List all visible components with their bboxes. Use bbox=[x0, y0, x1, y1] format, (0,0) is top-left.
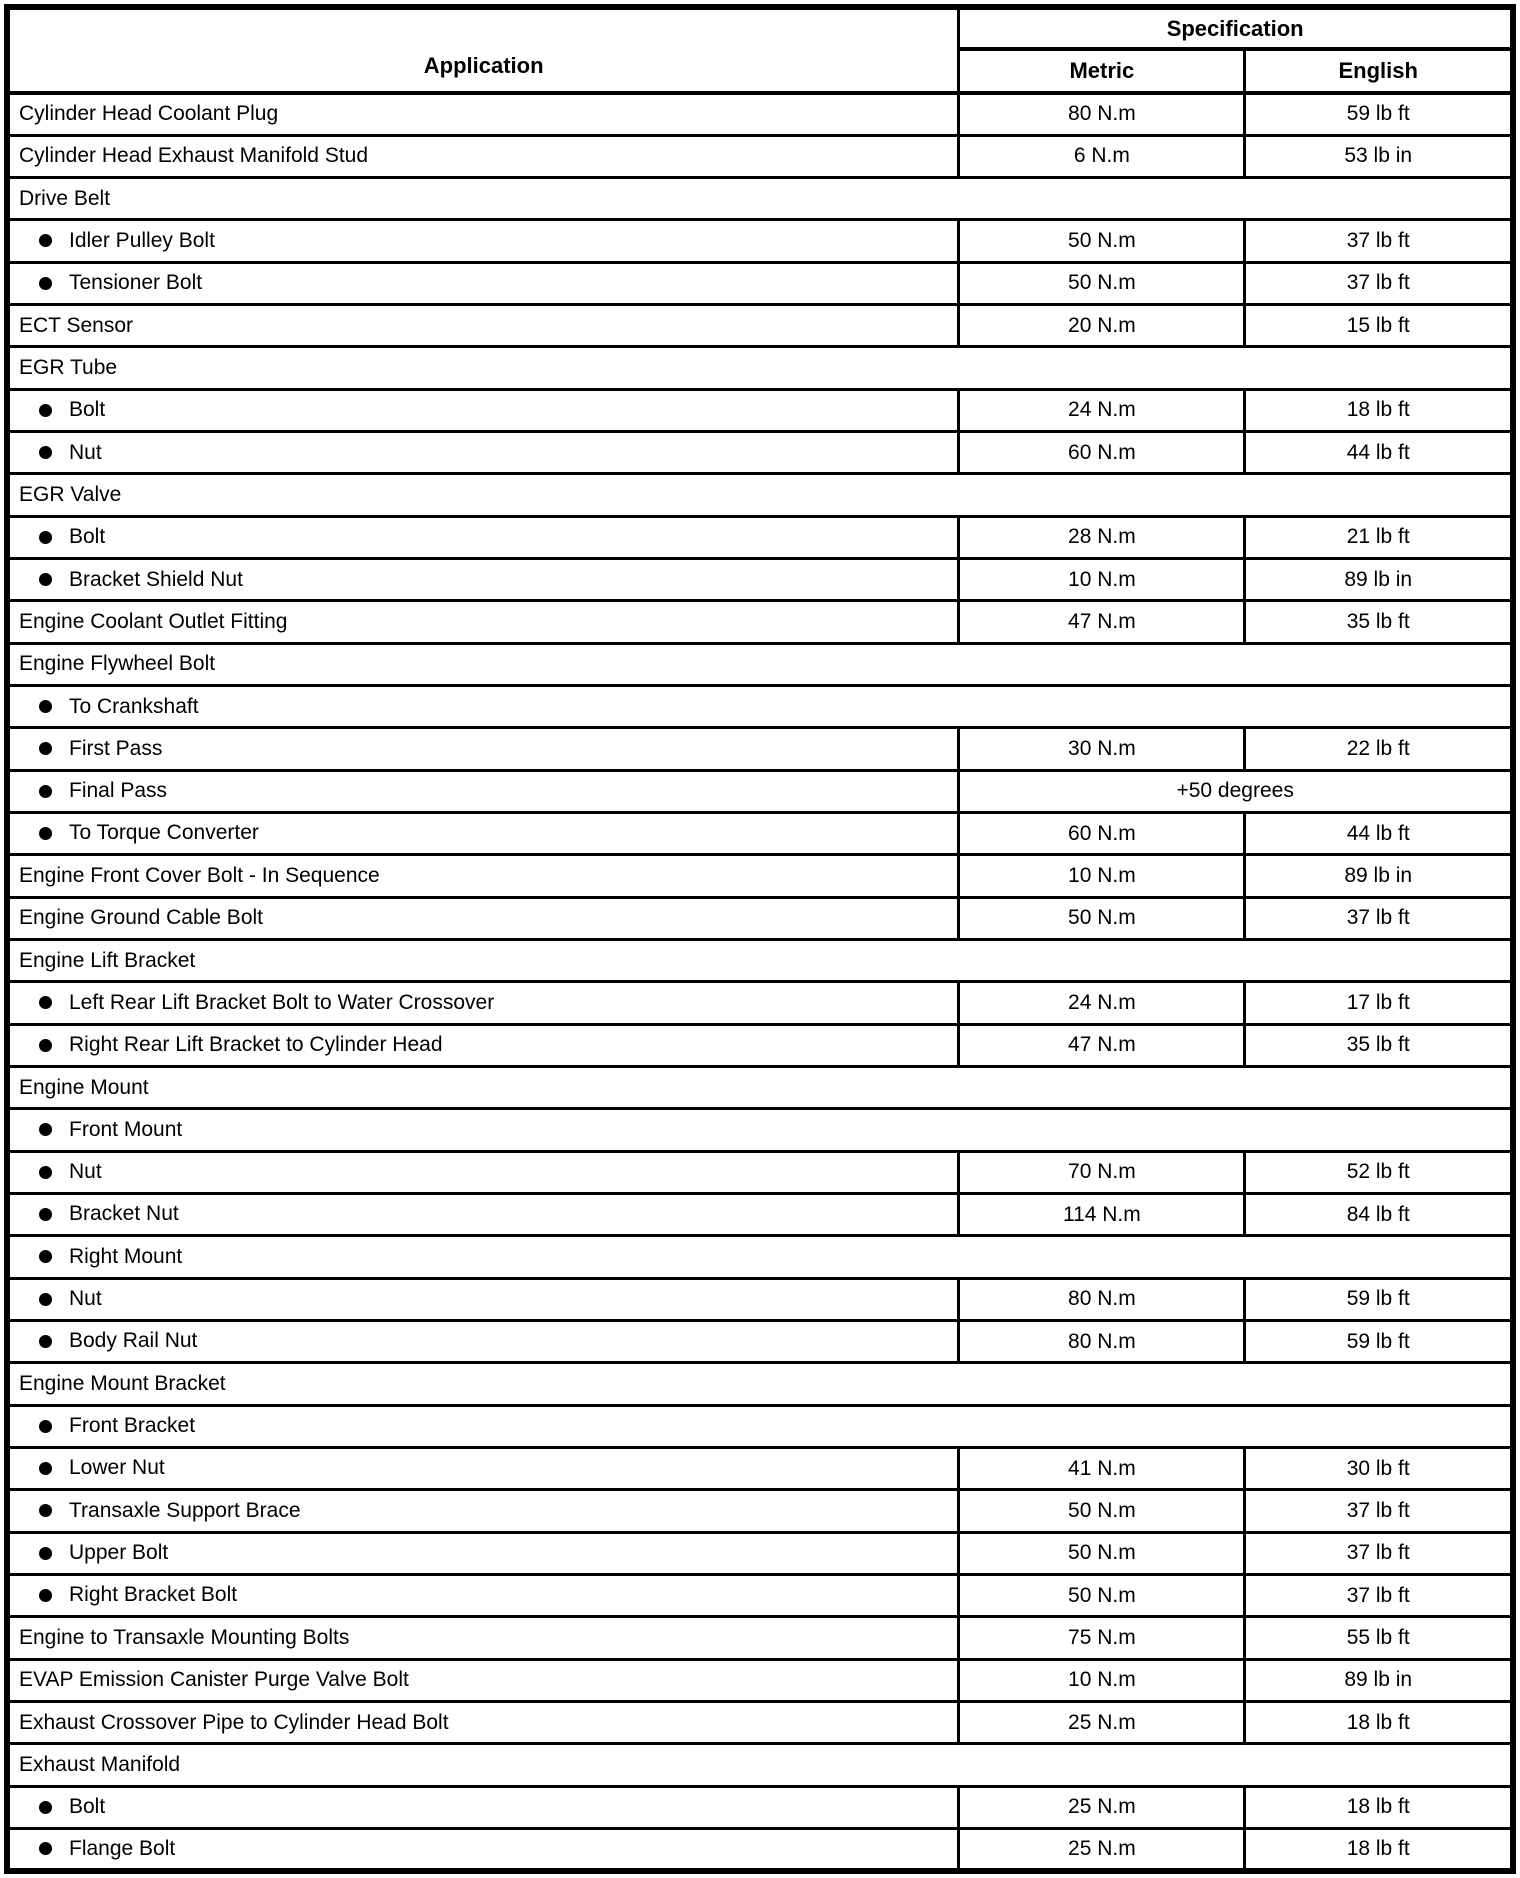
bullet-icon bbox=[39, 1293, 52, 1306]
bullet-list-entry bbox=[19, 1160, 102, 1184]
bullet-list-entry bbox=[19, 1583, 237, 1607]
application-cell bbox=[7, 516, 959, 558]
table-row bbox=[7, 178, 1513, 220]
metric-cell: 60 N.m bbox=[959, 432, 1245, 474]
table-row bbox=[7, 262, 1513, 304]
bullet-icon bbox=[39, 1801, 52, 1814]
english-cell: 44 lb ft bbox=[1245, 432, 1513, 474]
application-label: Nut bbox=[69, 440, 102, 464]
bullet-list-entry bbox=[19, 1414, 195, 1438]
english-cell: 52 lb ft bbox=[1245, 1151, 1513, 1193]
table-row bbox=[7, 1321, 1513, 1363]
english-cell: 35 lb ft bbox=[1245, 1024, 1513, 1066]
english-cell: 37 lb ft bbox=[1245, 220, 1513, 262]
bullet-icon bbox=[39, 700, 52, 713]
application-label: Bolt bbox=[69, 525, 106, 549]
table-row bbox=[7, 643, 1513, 685]
metric-cell: 114 N.m bbox=[959, 1194, 1245, 1236]
english-cell: 53 lb in bbox=[1245, 135, 1513, 177]
table-body bbox=[7, 93, 1513, 1871]
bullet-list-entry bbox=[19, 737, 162, 761]
table-row bbox=[7, 474, 1513, 516]
application-label: Transaxle Support Brace bbox=[69, 1498, 301, 1522]
application-cell bbox=[7, 220, 959, 262]
english-cell: 59 lb ft bbox=[1245, 1278, 1513, 1320]
table-row bbox=[7, 982, 1513, 1024]
table-row bbox=[7, 686, 1513, 728]
application-cell: Drive Belt bbox=[7, 178, 1513, 220]
metric-cell: 50 N.m bbox=[959, 1574, 1245, 1616]
header-row-specification bbox=[7, 7, 1513, 49]
application-label: Bracket Nut bbox=[69, 1202, 179, 1226]
table-row bbox=[7, 1744, 1513, 1786]
table-row bbox=[7, 1617, 1513, 1659]
english-cell: 37 lb ft bbox=[1245, 1574, 1513, 1616]
application-label: Right Bracket Bolt bbox=[69, 1583, 238, 1607]
application-cell: Engine Ground Cable Bolt bbox=[7, 897, 959, 939]
bullet-list-entry bbox=[19, 1033, 443, 1057]
application-cell bbox=[7, 1786, 959, 1828]
metric-cell: 70 N.m bbox=[959, 1151, 1245, 1193]
application-label: Lower Nut bbox=[69, 1456, 165, 1480]
application-cell: EGR Valve bbox=[7, 474, 1513, 516]
metric-cell: 47 N.m bbox=[959, 601, 1245, 643]
bullet-list-entry bbox=[19, 1837, 175, 1861]
bullet-list-entry bbox=[19, 271, 202, 295]
bullet-icon bbox=[39, 1842, 52, 1855]
english-cell: 35 lb ft bbox=[1245, 601, 1513, 643]
application-cell bbox=[7, 1321, 959, 1363]
bullet-list-entry bbox=[19, 991, 494, 1015]
metric-cell: 50 N.m bbox=[959, 1532, 1245, 1574]
english-cell: 21 lb ft bbox=[1245, 516, 1513, 558]
application-label: First Pass bbox=[69, 736, 163, 760]
application-cell: Engine Flywheel Bolt bbox=[7, 643, 1513, 685]
english-cell: 30 lb ft bbox=[1245, 1448, 1513, 1490]
application-cell bbox=[7, 686, 1513, 728]
bullet-icon bbox=[39, 573, 52, 586]
english-cell: 59 lb ft bbox=[1245, 1321, 1513, 1363]
table-row bbox=[7, 1405, 1513, 1447]
metric-cell: 25 N.m bbox=[959, 1701, 1245, 1743]
application-cell: Engine Lift Bracket bbox=[7, 940, 1513, 982]
application-cell bbox=[7, 1574, 959, 1616]
bullet-icon bbox=[39, 1123, 52, 1136]
bullet-list-entry bbox=[19, 1541, 168, 1565]
metric-cell: 47 N.m bbox=[959, 1024, 1245, 1066]
table-row bbox=[7, 516, 1513, 558]
bullet-icon bbox=[39, 1208, 52, 1221]
english-cell: 37 lb ft bbox=[1245, 262, 1513, 304]
table-row bbox=[7, 897, 1513, 939]
english-cell: 37 lb ft bbox=[1245, 897, 1513, 939]
metric-cell: 24 N.m bbox=[959, 389, 1245, 431]
table-row bbox=[7, 855, 1513, 897]
bullet-icon bbox=[39, 1166, 52, 1179]
application-cell bbox=[7, 1024, 959, 1066]
bullet-icon bbox=[39, 277, 52, 290]
english-header: English bbox=[1245, 49, 1513, 93]
english-cell: 15 lb ft bbox=[1245, 305, 1513, 347]
table-row bbox=[7, 770, 1513, 812]
application-label: Bolt bbox=[69, 1795, 106, 1819]
application-cell bbox=[7, 1278, 959, 1320]
bullet-icon bbox=[39, 404, 52, 417]
application-cell: Engine Front Cover Bolt - In Sequence bbox=[7, 855, 959, 897]
application-label: To Crankshaft bbox=[69, 694, 199, 718]
application-cell bbox=[7, 1532, 959, 1574]
english-cell: 37 lb ft bbox=[1245, 1532, 1513, 1574]
bullet-icon bbox=[39, 1547, 52, 1560]
table-row bbox=[7, 1574, 1513, 1616]
bullet-list-entry bbox=[19, 441, 102, 465]
application-cell: Engine to Transaxle Mounting Bolts bbox=[7, 1617, 959, 1659]
table-row bbox=[7, 1109, 1513, 1151]
application-label: Idler Pulley Bolt bbox=[69, 228, 215, 252]
table-row bbox=[7, 305, 1513, 347]
metric-cell: 10 N.m bbox=[959, 855, 1245, 897]
metric-cell: 50 N.m bbox=[959, 262, 1245, 304]
application-label: Bracket Shield Nut bbox=[69, 567, 243, 591]
application-cell bbox=[7, 1194, 959, 1236]
table-row bbox=[7, 1448, 1513, 1490]
application-cell: Exhaust Crossover Pipe to Cylinder Head Bolt bbox=[7, 1701, 959, 1743]
metric-cell: 25 N.m bbox=[959, 1828, 1245, 1871]
application-cell bbox=[7, 770, 959, 812]
metric-cell: 60 N.m bbox=[959, 813, 1245, 855]
application-cell: Engine Mount bbox=[7, 1067, 1513, 1109]
english-cell: 17 lb ft bbox=[1245, 982, 1513, 1024]
metric-cell: 50 N.m bbox=[959, 1490, 1245, 1532]
application-label: Final Pass bbox=[69, 779, 168, 803]
bullet-list-entry bbox=[19, 1795, 105, 1819]
metric-cell: 24 N.m bbox=[959, 982, 1245, 1024]
metric-cell: 6 N.m bbox=[959, 135, 1245, 177]
bullet-list-entry bbox=[19, 779, 167, 803]
application-cell bbox=[7, 1490, 959, 1532]
bullet-icon bbox=[39, 1335, 52, 1348]
metric-cell: 28 N.m bbox=[959, 516, 1245, 558]
bullet-list-entry bbox=[19, 525, 105, 549]
table-header bbox=[7, 7, 1513, 93]
application-cell bbox=[7, 1109, 1513, 1151]
application-cell: Engine Coolant Outlet Fitting bbox=[7, 601, 959, 643]
application-label: Flange Bolt bbox=[69, 1836, 176, 1860]
torque-spec-table bbox=[4, 4, 1516, 1874]
application-cell: EVAP Emission Canister Purge Valve Bolt bbox=[7, 1659, 959, 1701]
application-cell bbox=[7, 389, 959, 431]
application-cell: Engine Mount Bracket bbox=[7, 1363, 1513, 1405]
bullet-icon bbox=[39, 742, 52, 755]
metric-cell: 41 N.m bbox=[959, 1448, 1245, 1490]
table-row bbox=[7, 601, 1513, 643]
specification-header: Specification bbox=[959, 7, 1513, 49]
bullet-list-entry bbox=[19, 568, 243, 592]
bullet-icon bbox=[39, 234, 52, 247]
bullet-list-entry bbox=[19, 1456, 165, 1480]
english-cell: 18 lb ft bbox=[1245, 1828, 1513, 1871]
application-cell bbox=[7, 432, 959, 474]
bullet-icon bbox=[39, 1504, 52, 1517]
application-cell bbox=[7, 1236, 1513, 1278]
application-cell bbox=[7, 1448, 959, 1490]
english-cell: 18 lb ft bbox=[1245, 1786, 1513, 1828]
bullet-list-entry bbox=[19, 1329, 197, 1353]
bullet-list-entry bbox=[19, 695, 199, 719]
table-row bbox=[7, 1151, 1513, 1193]
application-cell bbox=[7, 1151, 959, 1193]
application-cell: EGR Tube bbox=[7, 347, 1513, 389]
application-cell bbox=[7, 1828, 959, 1871]
application-label: Front Mount bbox=[69, 1117, 183, 1141]
english-cell: 22 lb ft bbox=[1245, 728, 1513, 770]
bullet-list-entry bbox=[19, 1499, 301, 1523]
english-cell: 37 lb ft bbox=[1245, 1490, 1513, 1532]
table-row bbox=[7, 1363, 1513, 1405]
metric-header: Metric bbox=[959, 49, 1245, 93]
application-label: Upper Bolt bbox=[69, 1541, 169, 1565]
metric-cell: 10 N.m bbox=[959, 1659, 1245, 1701]
table-row bbox=[7, 728, 1513, 770]
bullet-icon bbox=[39, 996, 52, 1009]
application-cell: ECT Sensor bbox=[7, 305, 959, 347]
application-header: Application bbox=[7, 7, 959, 93]
bullet-icon bbox=[39, 1420, 52, 1433]
english-cell: 89 lb in bbox=[1245, 1659, 1513, 1701]
english-cell: 89 lb in bbox=[1245, 855, 1513, 897]
table-row bbox=[7, 1194, 1513, 1236]
application-label: Nut bbox=[69, 1160, 102, 1184]
application-cell bbox=[7, 728, 959, 770]
table-row bbox=[7, 559, 1513, 601]
bullet-icon bbox=[39, 827, 52, 840]
bullet-list-entry bbox=[19, 1287, 102, 1311]
application-label: Tensioner Bolt bbox=[69, 271, 203, 295]
bullet-icon bbox=[39, 531, 52, 544]
application-cell bbox=[7, 813, 959, 855]
bullet-icon bbox=[39, 1589, 52, 1602]
bullet-list-entry bbox=[19, 229, 215, 253]
table-row bbox=[7, 1236, 1513, 1278]
application-cell: Cylinder Head Exhaust Manifold Stud bbox=[7, 135, 959, 177]
table-row bbox=[7, 347, 1513, 389]
table-row bbox=[7, 1659, 1513, 1701]
bullet-icon bbox=[39, 446, 52, 459]
metric-cell: 20 N.m bbox=[959, 305, 1245, 347]
application-label: Right Mount bbox=[69, 1244, 183, 1268]
table-row bbox=[7, 940, 1513, 982]
english-cell: 18 lb ft bbox=[1245, 389, 1513, 431]
table-row bbox=[7, 432, 1513, 474]
metric-cell: 80 N.m bbox=[959, 1278, 1245, 1320]
metric-cell: 75 N.m bbox=[959, 1617, 1245, 1659]
application-label: Bolt bbox=[69, 398, 106, 422]
application-cell bbox=[7, 559, 959, 601]
bullet-list-entry bbox=[19, 398, 105, 422]
application-cell bbox=[7, 982, 959, 1024]
metric-cell: 10 N.m bbox=[959, 559, 1245, 601]
application-label: Front Bracket bbox=[69, 1414, 196, 1438]
bullet-icon bbox=[39, 1462, 52, 1475]
metric-cell: 50 N.m bbox=[959, 220, 1245, 262]
table-row bbox=[7, 1024, 1513, 1066]
metric-cell: 80 N.m bbox=[959, 1321, 1245, 1363]
bullet-list-entry bbox=[19, 1118, 182, 1142]
application-label: Nut bbox=[69, 1287, 102, 1311]
english-cell: 84 lb ft bbox=[1245, 1194, 1513, 1236]
bullet-icon bbox=[39, 1039, 52, 1052]
metric-cell: 30 N.m bbox=[959, 728, 1245, 770]
table-row bbox=[7, 813, 1513, 855]
bullet-icon bbox=[39, 785, 52, 798]
table-row bbox=[7, 1786, 1513, 1828]
application-cell: Exhaust Manifold bbox=[7, 1744, 1513, 1786]
table-row bbox=[7, 1067, 1513, 1109]
application-cell: Cylinder Head Coolant Plug bbox=[7, 93, 959, 135]
table-row bbox=[7, 1532, 1513, 1574]
bullet-icon bbox=[39, 1250, 52, 1263]
table-row bbox=[7, 1490, 1513, 1532]
english-cell: 89 lb in bbox=[1245, 559, 1513, 601]
application-label: Right Rear Lift Bracket to Cylinder Head bbox=[69, 1033, 443, 1057]
table-row bbox=[7, 1828, 1513, 1871]
english-cell: 59 lb ft bbox=[1245, 93, 1513, 135]
bullet-list-entry bbox=[19, 1202, 179, 1226]
table-row bbox=[7, 1278, 1513, 1320]
specification-span-cell: +50 degrees bbox=[959, 770, 1513, 812]
english-cell: 44 lb ft bbox=[1245, 813, 1513, 855]
table-row bbox=[7, 1701, 1513, 1743]
english-cell: 55 lb ft bbox=[1245, 1617, 1513, 1659]
application-cell bbox=[7, 1405, 1513, 1447]
table-row bbox=[7, 220, 1513, 262]
metric-cell: 80 N.m bbox=[959, 93, 1245, 135]
table-row bbox=[7, 135, 1513, 177]
metric-cell: 25 N.m bbox=[959, 1786, 1245, 1828]
application-label: Left Rear Lift Bracket Bolt to Water Crossover bbox=[69, 990, 495, 1014]
application-cell bbox=[7, 262, 959, 304]
application-label: To Torque Converter bbox=[69, 821, 259, 845]
bullet-list-entry bbox=[19, 821, 259, 845]
bullet-list-entry bbox=[19, 1245, 182, 1269]
table-row bbox=[7, 389, 1513, 431]
english-cell: 18 lb ft bbox=[1245, 1701, 1513, 1743]
application-label: Body Rail Nut bbox=[69, 1329, 198, 1353]
metric-cell: 50 N.m bbox=[959, 897, 1245, 939]
table-row bbox=[7, 93, 1513, 135]
